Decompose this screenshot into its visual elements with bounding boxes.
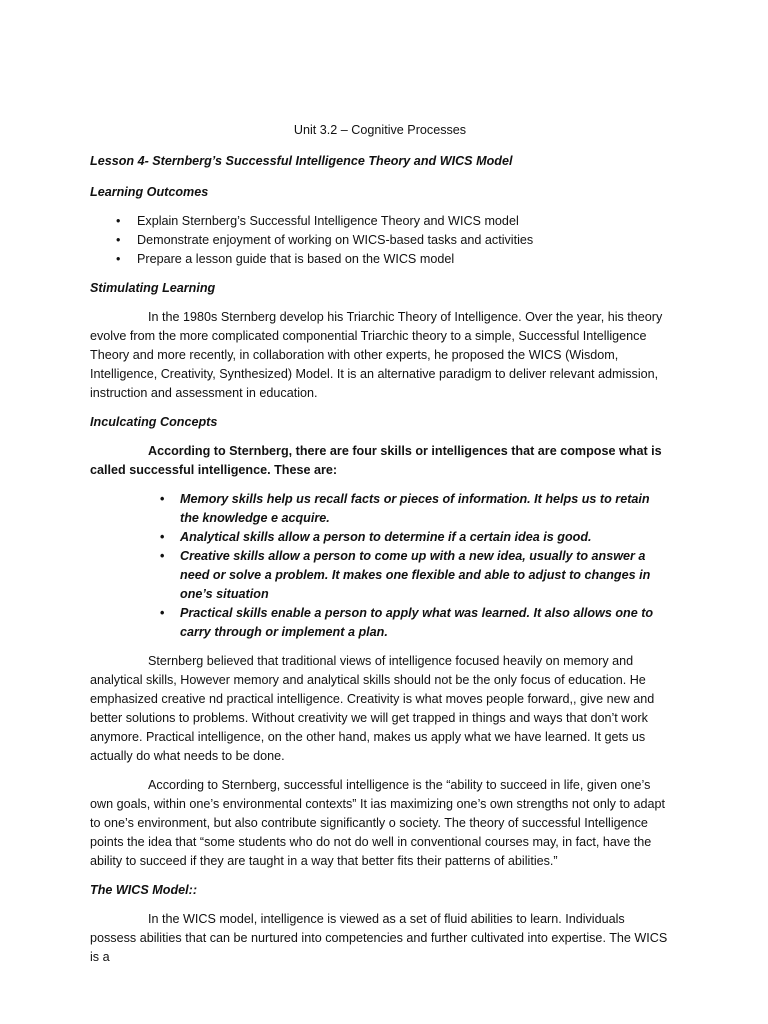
inculcating-concepts-intro: According to Sternberg, there are four skills or intelligences that are compose what is called successful intelligence. These are: <box>90 444 662 477</box>
lesson-title: Lesson 4- Sternberg’s Successful Intelligence Theory and WICS Model <box>90 154 513 168</box>
list-item: • Demonstrate enjoyment of working on WICS-based tasks and activities <box>116 231 670 250</box>
list-item: • Practical skills enable a person to apply what was learned. It also allows one to carry through or implement a plan. <box>160 604 670 642</box>
traditional-views-paragraph: Sternberg believed that traditional views of intelligence focused heavily on memory and analytical skills, However memory and analytical skills should not be the only focus of education. He emphasized creative nd practical intelligence. Creativity is what moves people forward,, give new and better solutions to problems. Without creativity we will get trapped in things and ways that don’t work anymore. Practical intelligence, on the other hand, makes us apply what we have learned. It gets us actually do what needs to be done. <box>90 654 655 763</box>
stimulating-learning-paragraph: In the 1980s Sternberg develop his Triarchic Theory of Intelligence. Over the year, his theory evolve from the more complicated componential Triarchic theory to a simple, Successful Intelligence Theory and more recently, in collaboration with other experts, he proposed the WICS (Wisdom, Intelligence, Creativity, Synthesized) Model. It is an alternative paradigm to deliver relevant admission, instruction and assessment in education. <box>90 310 663 400</box>
learning-outcomes-list <box>90 212 670 269</box>
list-item: • Explain Sternberg’s Successful Intelligence Theory and WICS model <box>116 212 670 231</box>
list-item: • Analytical skills allow a person to determine if a certain idea is good. <box>160 528 670 547</box>
wics-model-paragraph: In the WICS model, intelligence is viewed as a set of fluid abilities to learn. Individuals possess abilities that can be nurtured into competencies and further cultivated into expertise. The WICS is a <box>90 912 668 964</box>
stimulating-learning-heading: Stimulating Learning <box>90 281 216 295</box>
skills-list <box>90 490 670 642</box>
learning-outcomes-heading: Learning Outcomes <box>90 185 209 199</box>
wics-model-heading: The WICS Model:: <box>90 883 198 897</box>
list-item: • Prepare a lesson guide that is based on the WICS model <box>116 250 670 269</box>
successful-intelligence-paragraph: According to Sternberg, successful intelligence is the “ability to succeed in life, given one’s own goals, within one’s environmental contexts” It ias maximizing one’s own strengths not only to adapt to one’s environment, but also contribute significantly o society. The theory of successful Intelligence points the idea that “some students who do not do well in conventional courses may, in fact, have the ability to succeed if they are taught in a way that better fits their patterns of abilities.” <box>90 778 665 868</box>
document-body <box>90 121 670 977</box>
unit-title: Unit 3.2 – Cognitive Processes <box>293 123 467 137</box>
list-item: • Memory skills help us recall facts or pieces of information. It helps us to retain the knowledge e acquire. <box>160 490 670 528</box>
inculcating-concepts-heading: Inculcating Concepts <box>90 415 218 429</box>
list-item: • Creative skills allow a person to come up with a new idea, usually to answer a need or solve a problem. It makes one flexible and able to adjust to changes in one’s situation <box>160 547 670 604</box>
